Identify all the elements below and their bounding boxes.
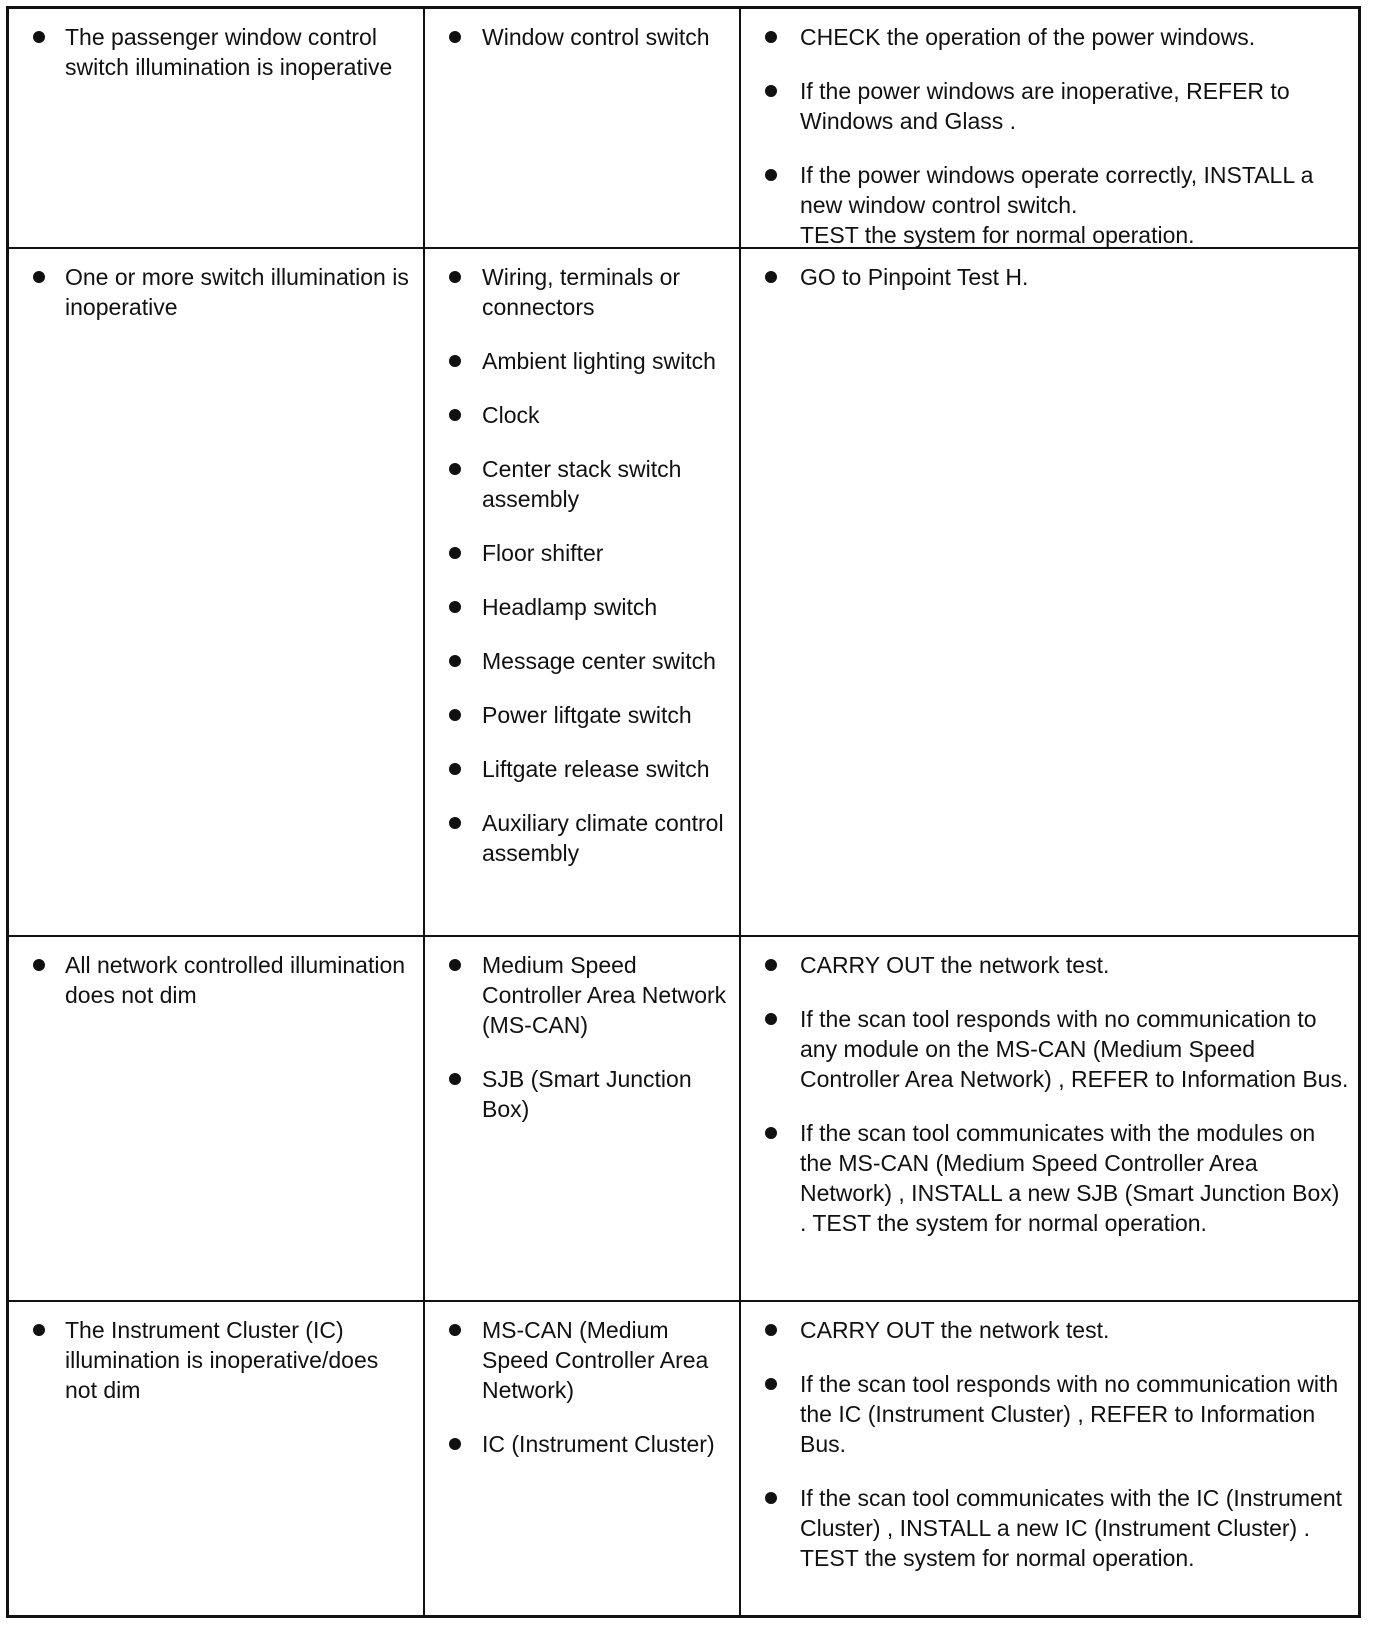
list-item: If the power windows operate correctly, INSTALL a new window control switch. TEST the system for normal operation. bbox=[741, 160, 1358, 250]
bullet-icon bbox=[449, 463, 461, 475]
list-item: MS-CAN (Medium Speed Controller Area Network) bbox=[425, 1315, 739, 1405]
bullet-icon bbox=[449, 709, 461, 721]
cause-cell bbox=[425, 937, 741, 1300]
bullet-icon bbox=[765, 959, 777, 971]
bullet-icon bbox=[33, 271, 45, 283]
bullet-icon bbox=[449, 1073, 461, 1085]
action-cell bbox=[741, 1302, 1358, 1615]
bullet-icon bbox=[765, 1492, 777, 1504]
list-item: If the scan tool communicates with the IC (Instrument Cluster) , INSTALL a new IC (Instrument Cluster) . TEST the system for normal operation. bbox=[741, 1483, 1358, 1573]
symptom-cell bbox=[9, 9, 425, 247]
list-item: The Instrument Cluster (IC) illumination is inoperative/does not dim bbox=[9, 1315, 423, 1405]
list-item: CHECK the operation of the power windows. bbox=[741, 22, 1358, 52]
list-item: All network controlled illumination does not dim bbox=[9, 950, 423, 1010]
cause-cell bbox=[425, 9, 741, 247]
bullet-icon bbox=[449, 1324, 461, 1336]
action-cell bbox=[741, 9, 1358, 247]
bullet-icon bbox=[33, 959, 45, 971]
list-item: Liftgate release switch bbox=[425, 754, 739, 784]
bullet-icon bbox=[449, 31, 461, 43]
bullet-icon bbox=[449, 817, 461, 829]
bullet-icon bbox=[33, 31, 45, 43]
list-item: Ambient lighting switch bbox=[425, 346, 739, 376]
bullet-icon bbox=[765, 1378, 777, 1390]
bullet-icon bbox=[33, 1324, 45, 1336]
symptom-cell bbox=[9, 249, 425, 935]
bullet-icon bbox=[449, 547, 461, 559]
list-item: SJB (Smart Junction Box) bbox=[425, 1064, 739, 1124]
list-item: Center stack switch assembly bbox=[425, 454, 739, 514]
list-item: GO to Pinpoint Test H. bbox=[741, 262, 1358, 292]
list-item: If the scan tool responds with no communication with the IC (Instrument Cluster) , REFER to Information Bus. bbox=[741, 1369, 1358, 1459]
list-item: Headlamp switch bbox=[425, 592, 739, 622]
list-item: CARRY OUT the network test. bbox=[741, 950, 1358, 980]
cause-cell bbox=[425, 1302, 741, 1615]
bullet-icon bbox=[765, 169, 777, 181]
list-item: The passenger window control switch illumination is inoperative bbox=[9, 22, 423, 82]
list-item: If the scan tool communicates with the modules on the MS-CAN (Medium Speed Controller Area Network) , INSTALL a new SJB (Smart Junction Box) . TEST the system for normal operation. bbox=[741, 1118, 1358, 1238]
list-item: Clock bbox=[425, 400, 739, 430]
bullet-icon bbox=[765, 85, 777, 97]
bullet-icon bbox=[449, 1438, 461, 1450]
list-item: CARRY OUT the network test. bbox=[741, 1315, 1358, 1345]
list-item: One or more switch illumination is inoperative bbox=[9, 262, 423, 322]
bullet-icon bbox=[449, 763, 461, 775]
list-item: If the power windows are inoperative, REFER to Windows and Glass . bbox=[741, 76, 1358, 136]
list-item: Message center switch bbox=[425, 646, 739, 676]
list-item: Floor shifter bbox=[425, 538, 739, 568]
symptom-cell bbox=[9, 1302, 425, 1615]
bullet-icon bbox=[765, 1127, 777, 1139]
table-row bbox=[9, 935, 1358, 1300]
list-item: Medium Speed Controller Area Network (MS-CAN) bbox=[425, 950, 739, 1040]
symptom-cell bbox=[9, 937, 425, 1300]
bullet-icon bbox=[449, 409, 461, 421]
list-item: Power liftgate switch bbox=[425, 700, 739, 730]
list-item: If the scan tool responds with no communication to any module on the MS-CAN (Medium Speed Controller Area Network) , REFER to Information Bus. bbox=[741, 1004, 1358, 1094]
bullet-icon bbox=[765, 1013, 777, 1025]
bullet-icon bbox=[765, 1324, 777, 1336]
list-item: Auxiliary climate control assembly bbox=[425, 808, 739, 868]
table-row bbox=[9, 1300, 1358, 1615]
bullet-icon bbox=[449, 959, 461, 971]
diagnostic-table bbox=[6, 6, 1361, 1618]
list-item: Window control switch bbox=[425, 22, 739, 52]
bullet-icon bbox=[449, 601, 461, 613]
table-row bbox=[9, 247, 1358, 935]
bullet-icon bbox=[449, 271, 461, 283]
table-row bbox=[9, 9, 1358, 247]
bullet-icon bbox=[449, 655, 461, 667]
cause-cell bbox=[425, 249, 741, 935]
bullet-icon bbox=[765, 271, 777, 283]
list-item: Wiring, terminals or connectors bbox=[425, 262, 739, 322]
list-item: IC (Instrument Cluster) bbox=[425, 1429, 739, 1459]
action-cell bbox=[741, 249, 1358, 935]
action-cell bbox=[741, 937, 1358, 1300]
bullet-icon bbox=[765, 31, 777, 43]
bullet-icon bbox=[449, 355, 461, 367]
